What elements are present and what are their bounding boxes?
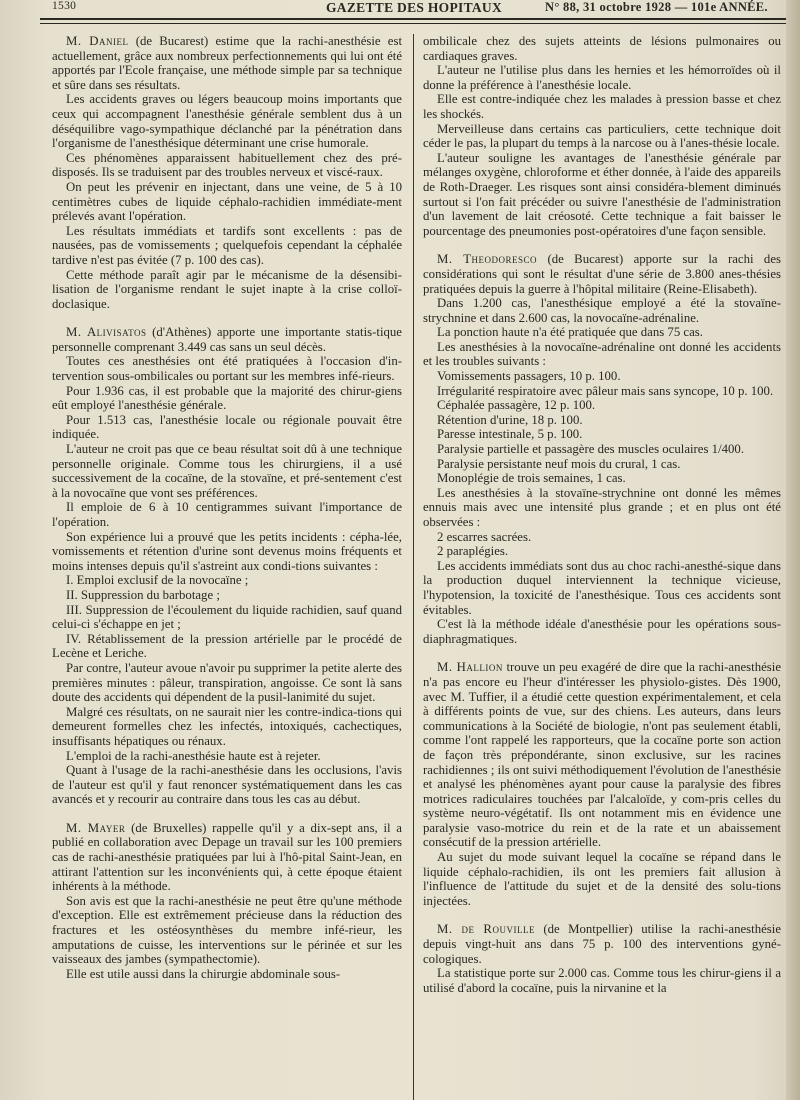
- column-divider: [413, 34, 414, 1100]
- paragraph: [423, 63, 781, 92]
- paragraph-text: (d'Athènes) apporte une importante statis-tique personnelle comprenant 3.449 cas sans un seul décès.: [52, 325, 402, 354]
- paragraph: [423, 427, 781, 442]
- paragraph: [52, 151, 402, 180]
- paragraph: [423, 92, 781, 121]
- paragraph-text: 2 paraplégies.: [437, 544, 509, 559]
- paragraph: [423, 660, 781, 850]
- paragraph-text: Pour 1.936 cas, il est probable que la majorité des chirur-giens eût employé l'anesthésie générale.: [52, 383, 402, 413]
- paragraph-text: Les anesthésies à la stovaïne-strychnine ont donné les mêmes ennuis mais avec une intensité plus grande ; et en plus ont été observées :: [423, 485, 781, 529]
- paragraph: [423, 384, 781, 399]
- paragraph-text: Quant à l'usage de la rachi-anesthésie dans les occlusions, l'avis de l'auteur est qu'il y faut renoncer systématiquement dans les cas avancés et y recourir au contraire dans tous les cas au début.: [52, 763, 402, 807]
- paragraph: [423, 398, 781, 413]
- paragraph-text: Merveilleuse dans certains cas particuliers, cette technique doit céder le pas, la plupart du temps à la narcose ou à l'anes-thésie locale.: [423, 121, 781, 151]
- paragraph-text: (de Bucarest) apporte sur la rachi des considérations qui sont le résultat d'une série de 3.800 anes-thésies pratiquées depuis la guerre à l'hôpital militaire (Reine-Elisabeth).: [423, 252, 781, 296]
- paragraph-text: (de Bruxelles) rappelle qu'il y a dix-sept ans, il a publié en collaboration avec Depage un travail sur les 100 premiers cas de rachi-anesthésie pratiquées par lui à l'hô-pital Saint-Jean, en attirant l'attention sur les inconvénients qui, à cette époque étaient inhérents à la méthode.: [52, 820, 402, 894]
- paragraph-text: Ces phénomènes apparaissent habituellement chez des pré-disposés. Ils se traduisent par des troubles nerveux et viscé-raux.: [52, 150, 402, 180]
- paragraph-text: Monoplégie de trois semaines, 1 cas.: [437, 471, 626, 486]
- paragraph-text: Les accidents graves ou légers beaucoup moins importants que ceux qui accompagnent l'anesthésie générale semblent dus à un déséquilibre vago-sympathique déclanché par la pénétration dans l'organisme de l'anesthésique déterminant une crise humorale.: [52, 92, 402, 151]
- paragraph: [52, 894, 402, 967]
- paragraph: [52, 588, 402, 603]
- paragraph-text: Irrégularité respiratoire avec pâleur mais sans syncope, 10 p. 100.: [437, 383, 774, 398]
- paragraph-text: Malgré ces résultats, on ne saurait nier les contre-indica-tions qui demeurent formelles chez les infectés, intoxiqués, cachectiques, insuffisants hépatiques ou rénaux.: [52, 704, 402, 748]
- paragraph: [423, 151, 781, 239]
- paragraph: [423, 413, 781, 428]
- paragraph-text: Pour 1.513 cas, l'anesthésie locale ou régionale pouvait être indiquée.: [52, 412, 402, 442]
- paragraph-text: Les résultats immédiats et tardifs sont excellents : pas de nausées, pas de vomissements ; quelquefois cependant la céphalée tardive n'est pas évitée (7 p. 100 des cas).: [52, 223, 402, 267]
- speaker-name: M. Hallion: [437, 660, 503, 675]
- paragraph: [52, 821, 402, 894]
- journal-title: GAZETTE DES HOPITAUX: [326, 0, 503, 15]
- paragraph: [423, 617, 781, 646]
- paragraph: [423, 34, 781, 63]
- paragraph: [423, 486, 781, 530]
- paragraph-text: Cette méthode paraît agir par le mécanisme de la désensibi-lisation de l'organisme rendant le sujet inapte à la crise colloï-doclasique.: [52, 267, 402, 311]
- paragraph: [52, 500, 402, 529]
- paragraph-text: Céphalée passagère, 12 p. 100.: [437, 398, 596, 413]
- paragraph: [423, 559, 781, 617]
- paragraph-text: Il emploie de 6 à 10 centigrammes suivant l'importance de l'opération.: [52, 500, 402, 529]
- paragraph-text: Paralysie partielle et passagère des muscles oculaires 1/400.: [437, 442, 745, 457]
- paragraph-text: Paralysie persistante neuf mois du crural, 1 cas.: [437, 456, 681, 471]
- paragraph-text: III. Suppression de l'écoulement du liquide rachidien, sauf quand celui-ci s'échappe en jet ;: [52, 602, 402, 632]
- paragraph-text: Son avis est que la rachi-anesthésie ne peut être qu'une méthode d'exception. Elle est extrêmement précieuse dans la réduction des fractures et les ostéosynthèses du membre infé-rieur, les amputations de cuisse, les interventions sur le périnée et sur les vaisseaux des jambes (sympathectomie).: [52, 893, 402, 967]
- paragraph: [52, 573, 402, 588]
- paragraph-text: ombilicale chez des sujets atteints de lésions pulmonaires ou cardiaques graves.: [423, 34, 781, 63]
- paragraph-text: Toutes ces anesthésies ont été pratiquées à l'occasion d'in-tervention sous-ombilicales ou portant sur les membres infé-rieurs.: [52, 354, 402, 384]
- paragraph: [52, 92, 402, 150]
- paragraph-text: L'auteur ne l'utilise plus dans les hernies et les hémorroïdes où il donne la préférence à l'anesthésie locale.: [423, 63, 781, 92]
- paragraph: [52, 268, 402, 312]
- paragraph: [52, 967, 402, 982]
- paragraph-text: 2 escarres sacrées.: [437, 529, 532, 544]
- paragraph: [423, 252, 781, 296]
- paragraph: [52, 661, 402, 705]
- paragraph-text: Elle est contre-indiquée chez les malades à pression basse et chez les shockés.: [423, 92, 781, 121]
- paragraph-text: Elle est utile aussi dans la chirurgie abdominale sous-: [66, 966, 341, 981]
- paragraph: [423, 471, 781, 486]
- paragraph: [423, 966, 781, 995]
- right-column: [423, 34, 781, 995]
- paragraph-text: On peut les prévenir en injectant, dans une veine, de 5 à 10 centimètres cubes de liquide céphalo-rachidien immédiate-ment prélevés avant l'opération.: [52, 179, 402, 224]
- paragraph: [52, 413, 402, 442]
- issue-info: N° 88, 31 octobre 1928 — 101e ANNÉE.: [545, 0, 768, 14]
- paragraph: [52, 632, 402, 661]
- paragraph-text: Les accidents immédiats sont dus au choc rachi-anesthé-sique dans la production duquel interviennent la technique vicieuse, l'hypotension, la toxicité de l'anesthésique. Tous ces accidents sont évitables.: [423, 558, 781, 617]
- paragraph: [423, 850, 781, 908]
- paragraph-text: Au sujet du mode suivant lequel la cocaïne se répand dans le liquide céphalo-rachidien, ils ont les premiers fait allusion à l'influence de l'attitude du sujet et de la densité des solu-tions injectées.: [423, 850, 781, 908]
- paragraph-text: L'auteur ne croit pas que ce beau résultat soit dû à une technique personnelle originale. Comme tous les chirurgiens, il a usé successivement de la cocaïne, de la stovaïne, et pré-sentement c'est à la novocaïne que vont ses préférences.: [52, 442, 402, 500]
- paragraph: [423, 457, 781, 472]
- paragraph: [423, 922, 781, 966]
- paragraph-text: Les anesthésies à la novocaïne-adrénaline ont donné les accidents et les troubles suivants :: [423, 339, 781, 369]
- paragraph: [52, 224, 402, 268]
- header-rule-thin: [40, 23, 788, 24]
- paragraph-text: L'emploi de la rachi-anesthésie haute est à rejeter.: [66, 748, 321, 763]
- header-rule: [40, 18, 788, 20]
- paragraph: [52, 442, 402, 500]
- paragraph: [423, 530, 781, 545]
- page-edge: [786, 0, 800, 1100]
- page-header: [40, 0, 788, 18]
- paragraph: [52, 180, 402, 224]
- paragraph-text: I. Emploi exclusif de la novocaïne ;: [66, 573, 249, 588]
- speaker-name: M. Mayer: [66, 820, 126, 835]
- paragraph-text: Dans 1.200 cas, l'anesthésique employé a été la stovaïne-strychnine et dans 2.600 cas, la novocaïne-adrénaline.: [423, 296, 781, 325]
- paragraph: [52, 325, 402, 354]
- paragraph: [52, 354, 402, 383]
- paragraph: [423, 122, 781, 151]
- paragraph: [423, 296, 781, 325]
- paragraph-text: Paresse intestinale, 5 p. 100.: [437, 427, 583, 442]
- speaker-name: M. Theodoresco: [437, 252, 538, 267]
- paragraph-text: La ponction haute n'a été pratiquée que dans 75 cas.: [437, 325, 703, 340]
- paragraph: [52, 749, 402, 764]
- paragraph-text: Rétention d'urine, 18 p. 100.: [437, 412, 583, 427]
- paragraph-text: L'auteur souligne les avantages de l'anesthésie générale par mélanges oxygène, chloroforme et éther donnée, à l'aide des appareils de Roth-Draeger. Les risques sont ainsi considéra-blement diminués surtout si l'on fait précéder ou suivre l'anesthésie de l'administration d'un lavement de lait créosoté. Cette technique a fait baisser le pourcentage des pneumonies post-opératoires d'une façon sensible.: [423, 150, 781, 238]
- paragraph: [52, 34, 402, 92]
- paragraph: [423, 442, 781, 457]
- paragraph: [52, 705, 402, 749]
- paragraph: [52, 763, 402, 807]
- paragraph-text: Vomissements passagers, 10 p. 100.: [437, 369, 621, 384]
- paragraph-text: C'est là la méthode idéale d'anesthésie pour les opérations sous-diaphragmatiques.: [423, 617, 781, 646]
- paragraph: [423, 544, 781, 559]
- paragraph-text: Son expérience lui a prouvé que les petits incidents : cépha-lée, vomissements et rétention d'urine sont devenus moins fréquents et moins intenses depuis qu'il s'astreint aux condi-tions suivantes :: [52, 529, 402, 573]
- paragraph: [423, 369, 781, 384]
- speaker-name: M. de Rouville: [437, 922, 535, 937]
- paragraph-text: trouve un peu exagéré de dire que la rachi-anesthésie n'a pas encore eu l'heur d'intéresser les physiolo-gistes. Dès 1900, avec M. Tuffier, il a étudié cette question expérimentalement, et cela à différents points de vue, sur des chiens. Les auteurs, dans leurs communications à la Société de biologie, n'ont pas seulement établi, comme l'ont rappelé les rapporteurs, que la cocaïne porte son action de façon très prépondérante, sinon exclusive, sur les racines rachidiennes ; ils ont suivi méthodiquement l'évolution de l'anesthésie et analysé les phénomènes ayant pour cause la paralysie des fibres motrices radiculaires touchées par l'alcaloïde, y com-pris celles du système neuro-végétatif. Ils ont notamment mis en évidence une paralysie vaso-motrice du rein et de la rate et un abaissement consécutif de la pression artérielle.: [423, 660, 781, 850]
- paragraph-text: (de Montpellier) utilise la rachi-anesthésie depuis vingt-huit ans dans 75 p. 100 des interventions gyné-cologiques.: [423, 922, 782, 966]
- paragraph: [52, 530, 402, 574]
- paragraph: [52, 603, 402, 632]
- paragraph: [423, 340, 781, 369]
- paragraph: [52, 384, 402, 413]
- paragraph-text: (de Bucarest) estime que la rachi-anesthésie est actuellement, grâce aux nombreux perfectionnements qui lui ont été apportés par l'Ecole française, une méthode simple par sa technique et sûre dans ses résultats.: [52, 34, 402, 92]
- paragraph: [423, 325, 781, 340]
- paragraph-text: Par contre, l'auteur avoue n'avoir pu supprimer la petite alerte des premières minutes : pâleur, transpiration, angoisse. Ce sont là sans doute des accidents qui dépendent de la pusil-lanimité du sujet.: [52, 660, 402, 705]
- speaker-name: M. Daniel: [66, 34, 129, 48]
- left-column: [52, 34, 402, 981]
- speaker-name: M. Alivisatos: [66, 325, 147, 340]
- page-number: 1530: [52, 0, 77, 12]
- paragraph-text: II. Suppression du barbotage ;: [66, 587, 220, 602]
- paragraph-text: La statistique porte sur 2.000 cas. Comme tous les chirur-giens il a utilisé d'abord la cocaïne, puis la nirvanine et la: [423, 966, 781, 995]
- paragraph-text: IV. Rétablissement de la pression artérielle par le procédé de Lecène et Leriche.: [52, 631, 402, 661]
